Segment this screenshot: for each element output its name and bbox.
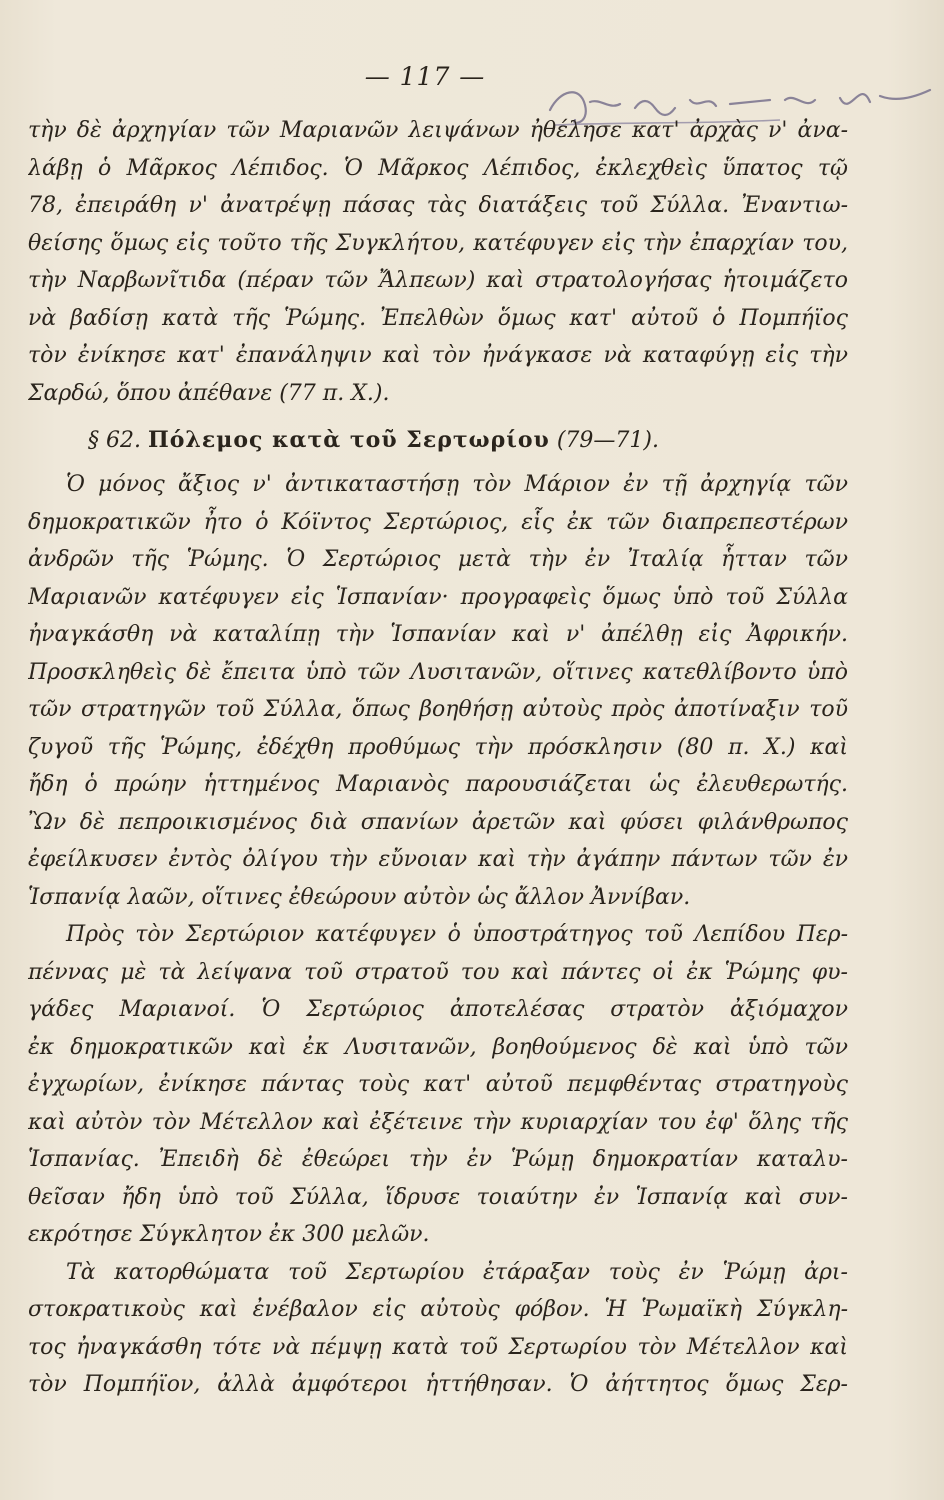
body-text xyxy=(28,112,848,1404)
text-line: θείσης ὅμως εἰς τοῦτο τῆς Συγκλήτου, κατέφυγεν εἰς τὴν ἐπαρχίαν του, xyxy=(28,230,848,256)
text-line: στοκρατικοὺς καὶ ἐνέβαλον εἰς αὐτοὺς φόβον. Ἡ Ῥωμαϊκὴ Σύγκλη- xyxy=(28,1297,848,1322)
text-line: ἐκ δημοκρατικῶν καὶ ἐκ Λυσιτανῶν, βοηθούμενος δὲ καὶ ὑπὸ τῶν xyxy=(28,1034,848,1060)
text-line: Ὢν δὲ πεπροικισμένος διὰ σπανίων ἀρετῶν καὶ φύσει φιλάνθρωπος xyxy=(28,809,848,835)
text-line: ἀνδρῶν τῆς Ῥώμης. Ὁ Σερτώριος μετὰ τὴν ἐν Ἰταλίᾳ ἧτταν τῶν xyxy=(28,547,848,572)
text-line: τὸν Πομπήϊον, ἀλλὰ ἀμφότεροι ἡττήθησαν. Ὁ ἀήττητος ὅμως Σερ- xyxy=(28,1372,848,1397)
section-title: Πόλεμος κατὰ τοῦ Σερτωρίου xyxy=(147,427,550,453)
section-heading xyxy=(28,422,848,462)
page-number: — 117 — xyxy=(364,62,486,91)
text-line: λάβῃ ὁ Μᾶρκος Λέπιδος. Ὁ Μᾶρκος Λέπιδος, ἐκλεχθεὶς ὕπατος τῷ xyxy=(28,155,848,181)
text-line: ἤδη ὁ πρώην ἡττημένος Μαριανὸς παρουσιάζεται ὡς ἐλευθερωτής. xyxy=(28,772,848,797)
paragraph-perpenna xyxy=(28,916,848,1254)
section-dates: (79—71). xyxy=(556,428,659,453)
text-line: Σαρδώ, ὅπου ἀπέθανε (77 π. Χ.). xyxy=(28,380,390,406)
text-line: τὴν δὲ ἀρχηγίαν τῶν Μαριανῶν λειψάνων ἠθέλησε κατ' ἀρχὰς ν' ἀνα- xyxy=(28,118,848,143)
text-line: Προσκληθεὶς δὲ ἔπειτα ὑπὸ τῶν Λυσιτανῶν, οἵτινες κατεθλίβοντο ὑπὸ xyxy=(28,659,848,685)
text-line: Πρὸς τὸν Σερτώριον κατέφυγεν ὁ ὑποστράτηγος τοῦ Λεπίδου Περ- xyxy=(66,922,848,947)
text-line: τὸν ἐνίκησε κατ' ἐπανάληψιν καὶ τὸν ἠνάγκασε νὰ καταφύγῃ εἰς τὴν xyxy=(28,343,848,368)
text-line: δημοκρατικῶν ἦτο ὁ Κόϊντος Σερτώριος, εἷς ἐκ τῶν διαπρεπεστέρων xyxy=(28,509,848,535)
text-line: Ὁ μόνος ἄξιος ν' ἀντικαταστήσῃ τὸν Μάριον ἐν τῇ ἀρχηγίᾳ τῶν xyxy=(66,472,848,497)
text-line: νὰ βαδίσῃ κατὰ τῆς Ῥώμης. Ἐπελθὼν ὅμως κατ' αὐτοῦ ὁ Πομπήϊος xyxy=(28,305,848,331)
text-line: ἠναγκάσθη νὰ καταλίπῃ τὴν Ἱσπανίαν καὶ ν' ἀπέλθῃ εἰς Ἀφρικήν. xyxy=(28,622,848,647)
text-line: Ἱσπανίας. Ἐπειδὴ δὲ ἐθεώρει τὴν ἐν Ῥώμῃ δημοκρατίαν καταλυ- xyxy=(28,1147,848,1172)
text-line: ἐφείλκυσεν ἐντὸς ὀλίγου τὴν εὔνοιαν καὶ τὴν ἀγάπην πάντων τῶν ἐν xyxy=(28,847,848,872)
text-line: Ἱσπανίᾳ λαῶν, οἵτινες ἐθεώρουν αὐτὸν ὡς ἄλλον Ἀννίβαν. xyxy=(28,884,691,910)
section-number: § 62. xyxy=(88,428,141,453)
paragraph-rome-reaction xyxy=(28,1254,848,1404)
text-line: τὴν Ναρβωνῖτιδα (πέραν τῶν Ἄλπεων) καὶ στρατολογήσας ἡτοιμάζετο xyxy=(28,268,848,293)
paragraph-sertorius xyxy=(28,466,848,916)
paragraph-lepidus xyxy=(28,112,848,412)
text-line: Μαριανῶν κατέφυγεν εἰς Ἱσπανίαν· προγραφεὶς ὅμως ὑπὸ τοῦ Σύλλα xyxy=(28,584,848,610)
text-line: εκρότησε Σύγκλητον ἐκ 300 μελῶν. xyxy=(28,1222,430,1247)
text-line: θεῖσαν ἤδη ὑπὸ τοῦ Σύλλα, ἵδρυσε τοιαύτην ἐν Ἱσπανίᾳ καὶ συν- xyxy=(28,1184,848,1210)
text-line: τῶν στρατηγῶν τοῦ Σύλλα, ὅπως βοηθήσῃ αὐτοὺς πρὸς ἀποτίναξιν τοῦ xyxy=(28,697,848,722)
text-line: καὶ αὐτὸν τὸν Μέτελλον καὶ ἐξέτεινε τὴν κυριαρχίαν του ἐφ' ὅλης τῆς xyxy=(28,1109,848,1135)
text-line: πέννας μὲ τὰ λείψανα τοῦ στρατοῦ του καὶ πάντες οἱ ἐκ Ῥώμης φυ- xyxy=(28,959,848,985)
text-line: γάδες Μαριανοί. Ὁ Σερτώριος ἀποτελέσας στρατὸν ἀξιόμαχον xyxy=(28,997,848,1022)
text-line: 78, ἐπειράθη ν' ἀνατρέψῃ πάσας τὰς διατάξεις τοῦ Σύλλα. Ἐναντιω- xyxy=(28,193,848,218)
text-line: ζυγοῦ τῆς Ῥώμης, ἐδέχθη προθύμως τὴν πρόσκλησιν (80 π. Χ.) καὶ xyxy=(28,734,848,760)
text-line: τος ἠναγκάσθη τότε νὰ πέμψῃ κατὰ τοῦ Σερτωρίου τὸν Μέτελλον καὶ xyxy=(28,1334,848,1360)
page-header xyxy=(0,60,944,100)
text-line: ἐγχωρίων, ἐνίκησε πάντας τοὺς κατ' αὐτοῦ πεμφθέντας στρατηγοὺς xyxy=(28,1072,848,1097)
text-line: Τὰ κατορθώματα τοῦ Σερτωρίου ἐτάραξαν τοὺς ἐν Ῥώμῃ ἀρι- xyxy=(66,1259,848,1285)
